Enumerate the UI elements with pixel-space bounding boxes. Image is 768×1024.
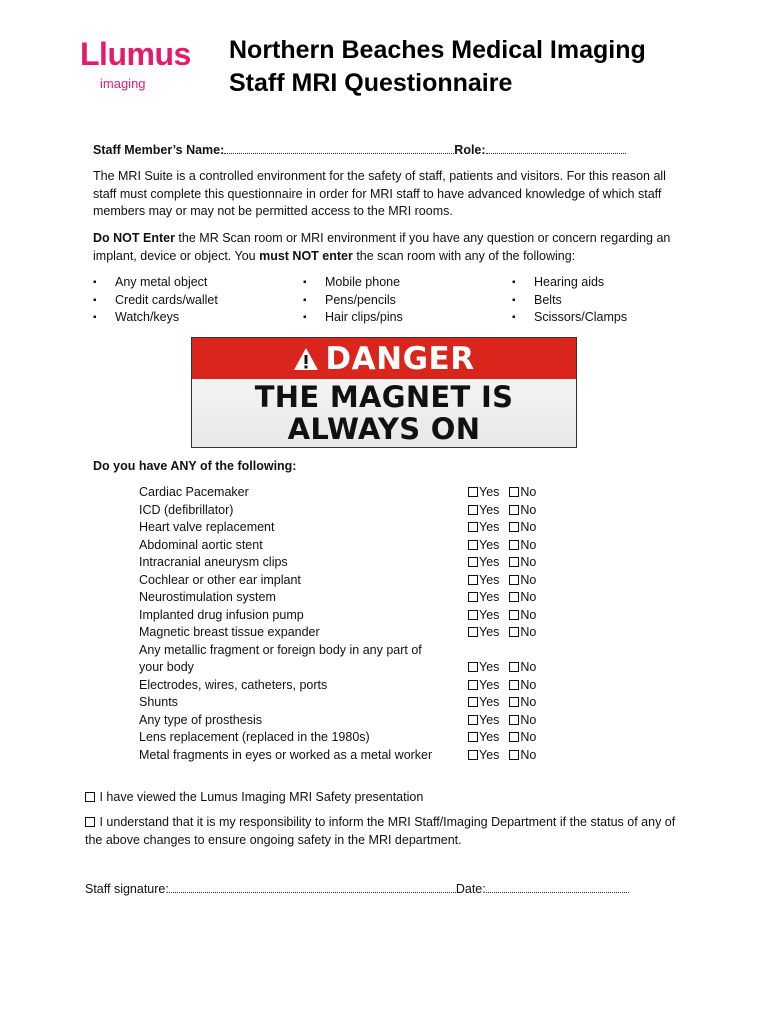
question-label: Lens replacement (replaced in the 1980s) [139,730,370,744]
yes-checkbox[interactable]: Yes [468,607,499,625]
name-field[interactable] [224,141,454,154]
yes-checkbox[interactable]: Yes [468,712,499,730]
signature-label: Staff signature: [85,882,169,896]
question-options [468,677,546,695]
yes-checkbox[interactable]: Yes [468,554,499,572]
signature-field[interactable] [169,880,456,893]
question-row [139,747,599,765]
danger-word: DANGER [325,340,475,377]
question-options [468,554,546,572]
question-row [139,712,599,730]
checkbox-icon [468,557,478,567]
danger-line-2: ALWAYS ON [287,412,481,446]
list-item: ▪ Credit cards/wallet [93,292,293,310]
list-item: ▪ Watch/keys [93,309,293,327]
no-checkbox[interactable]: No [509,712,536,730]
no-checkbox[interactable]: No [509,502,536,520]
checkbox-icon [468,522,478,532]
no-checkbox[interactable]: No [509,659,536,677]
question-label: ICD (defibrillator) [139,502,234,517]
question-options [468,729,546,747]
list-item: ▪ Belts [512,292,712,310]
warning-triangle-icon [293,347,319,371]
logo-word: lumus [99,36,191,72]
list-item: ▪ Hair clips/pins [303,309,503,327]
checkbox-icon [509,662,519,672]
no-checkbox[interactable]: No [509,589,536,607]
checkbox-icon [509,487,519,497]
yes-checkbox[interactable]: Yes [468,589,499,607]
no-checkbox[interactable]: No [509,537,536,555]
checkbox-icon [468,750,478,760]
no-checkbox[interactable]: No [509,677,536,695]
no-checkbox[interactable]: No [509,694,536,712]
question-row [139,589,599,607]
items-column-1 [93,274,293,327]
signature-line [85,880,629,899]
questions-heading: Do you have ANY of the following: [93,459,297,473]
question-row [139,729,599,747]
yes-checkbox[interactable]: Yes [468,519,499,537]
question-label: Abdominal aortic stent [139,537,263,552]
question-row [139,677,599,695]
question-options [468,519,546,537]
no-checkbox[interactable]: No [509,607,536,625]
date-label: Date: [455,882,486,896]
question-row [139,519,599,537]
yes-checkbox[interactable]: Yes [468,484,499,502]
items-column-2 [303,274,503,327]
question-row [139,607,599,625]
checkbox-icon [509,592,519,602]
danger-message [192,379,576,447]
list-item: ▪ Any metal object [93,274,293,292]
question-label: Any type of prosthesis [139,712,262,727]
no-checkbox[interactable]: No [509,729,536,747]
checkbox-icon [468,680,478,690]
no-checkbox[interactable]: No [509,519,536,537]
logo-mark: L [80,36,100,72]
yes-checkbox[interactable]: Yes [468,677,499,695]
checkbox-icon [509,557,519,567]
question-row [139,484,599,502]
question-row [139,502,599,520]
question-options [468,659,546,677]
yes-checkbox[interactable]: Yes [468,502,499,520]
question-options [468,537,546,555]
question-label: Any metallic fragment or foreign body in any part of your body [139,642,422,674]
lumus-imaging-logo [80,36,210,94]
list-item: ▪ Scissors/Clamps [512,309,712,327]
yes-checkbox[interactable]: Yes [468,747,499,765]
question-options [468,589,546,607]
question-label: Heart valve replacement [139,520,275,534]
ack-understand[interactable] [85,814,685,849]
list-item: ▪ Hearing aids [512,274,712,292]
checkbox-icon [468,592,478,602]
checkbox-icon [509,715,519,725]
checkbox-icon [468,732,478,742]
question-options [468,502,546,520]
page-title [229,34,646,100]
question-row [139,572,599,590]
title-line-2: Staff MRI Questionnaire [229,69,513,97]
question-label: Magnetic breast tissue expander [139,625,320,639]
intro-paragraph: The MRI Suite is a controlled environment for the safety of staff, patients and visitors. For this reason all staff must complete this questionnaire in order for MRI staff to have advanced knowledge of which staff members may or may not be permitted access to the MRI rooms. [93,169,666,218]
question-options [468,572,546,590]
question-label: Neurostimulation system [139,590,276,604]
role-label: Role: [454,143,486,157]
yes-checkbox[interactable]: Yes [468,624,499,642]
yes-checkbox[interactable]: Yes [468,694,499,712]
ack-viewed[interactable] [85,789,685,807]
question-label: Electrodes, wires, catheters, ports [139,677,328,692]
checkbox-icon [509,522,519,532]
checkbox-icon [468,697,478,707]
checkbox-icon [468,505,478,515]
no-checkbox[interactable]: No [509,572,536,590]
question-row [139,624,599,642]
checkbox-icon [509,750,519,760]
question-label: Cochlear or other ear implant [139,572,301,587]
question-label: Shunts [139,695,178,709]
danger-line-1: THE MAGNET IS [254,380,514,414]
question-row [139,554,599,572]
checkbox-icon [509,732,519,742]
question-label: Intracranial aneurysm clips [139,555,288,569]
name-label: Staff Member’s Name: [93,143,225,157]
question-options [468,607,546,625]
question-options [468,747,546,765]
no-checkbox[interactable]: No [509,484,536,502]
checkbox-icon [85,792,95,802]
items-column-3 [512,274,712,327]
checkbox-icon [468,540,478,550]
checkbox-icon [85,817,95,827]
question-options [468,484,546,502]
name-role-line [93,141,626,160]
question-options [468,694,546,712]
role-field[interactable] [486,141,626,154]
list-item: ▪ Pens/pencils [303,292,503,310]
checkbox-icon [509,540,519,550]
question-label: Metal fragments in eyes or worked as a metal worker [139,747,433,762]
question-label: Cardiac Pacemaker [139,485,249,499]
warning-paragraph: Do NOT Enter the MR Scan room or MRI environment if you have any question or concern regarding an implant, device or object. You must NOT enter the scan room with any of the following: [93,231,671,263]
yes-checkbox[interactable]: Yes [468,659,499,677]
checkbox-icon [468,715,478,725]
checkbox-icon [468,487,478,497]
checkbox-icon [509,627,519,637]
question-row [139,642,599,677]
checkbox-icon [468,610,478,620]
no-checkbox[interactable]: No [509,624,536,642]
danger-banner [192,338,576,379]
ack-understand-label: I understand that it is my responsibility to inform the MRI Staff/Imaging Department if the status of any of the above changes to ensure ongoing safety in the MRI department. [85,815,676,847]
checkbox-icon [468,627,478,637]
no-checkbox[interactable]: No [509,747,536,765]
question-options [468,624,546,642]
date-field[interactable] [486,880,629,893]
danger-sign [191,337,577,448]
ack-viewed-label: I have viewed the Lumus Imaging MRI Safety presentation [99,790,424,804]
checkbox-icon [509,505,519,515]
title-line-1: Northern Beaches Medical Imaging [229,36,646,64]
questions-list [139,484,599,764]
logo-subtitle: imaging [100,76,146,91]
no-checkbox[interactable]: No [509,554,536,572]
checkbox-icon [468,662,478,672]
question-options [468,712,546,730]
yes-checkbox[interactable]: Yes [468,572,499,590]
yes-checkbox[interactable]: Yes [468,729,499,747]
yes-checkbox[interactable]: Yes [468,537,499,555]
list-item: ▪ Mobile phone [303,274,503,292]
checkbox-icon [509,697,519,707]
checkbox-icon [509,575,519,585]
question-label: Implanted drug infusion pump [139,607,304,622]
question-row [139,537,599,555]
checkbox-icon [509,610,519,620]
question-row [139,694,599,712]
checkbox-icon [468,575,478,585]
checkbox-icon [509,680,519,690]
